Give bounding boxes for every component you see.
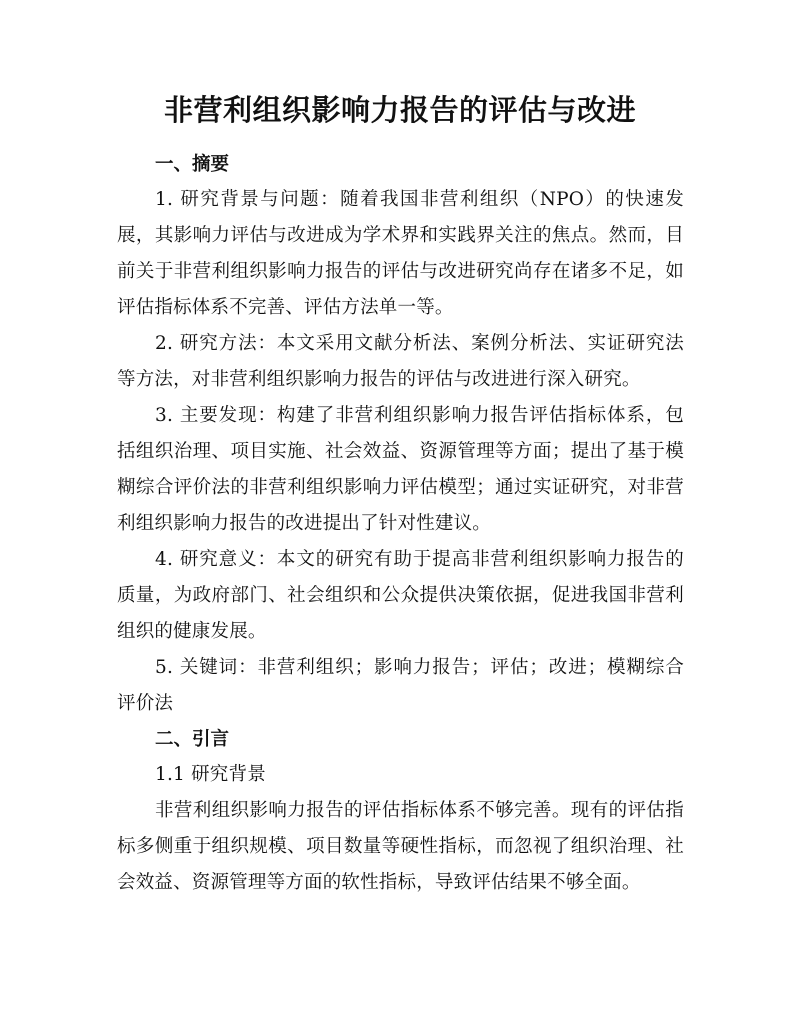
- abstract-paragraph: 5. 关键词：非营利组织；影响力报告；评估；改进；模糊综合评价法: [117, 657, 684, 714]
- document-body: [117, 147, 684, 901]
- abstract-paragraph: 1. 研究背景与问题：随着我国非营利组织（NPO）的快速发展，其影响力评估与改进成为学术界和实践界关注的焦点。然而，目前关于非营利组织影响力报告的评估与改进研究尚存在诸多不足，如评估指标体系不完善、评估方法单一等。: [117, 189, 684, 318]
- section-heading-introduction: 二、引言: [155, 729, 230, 750]
- abstract-paragraph: 4. 研究意义：本文的研究有助于提高非营利组织影响力报告的质量，为政府部门、社会组织和公众提供决策依据，促进我国非营利组织的健康发展。: [117, 549, 684, 642]
- section-heading-abstract: 一、摘要: [155, 154, 230, 175]
- abstract-paragraph: 3. 主要发现：构建了非营利组织影响力报告评估指标体系，包括组织治理、项目实施、社会效益、资源管理等方面；提出了基于模糊综合评价法的非营利组织影响力评估模型；通过实证研究，对非营利组织影响力报告的改进提出了针对性建议。: [117, 405, 684, 534]
- abstract-paragraph: 2. 研究方法：本文采用文献分析法、案例分析法、实证研究法等方法，对非营利组织影响力报告的评估与改进进行深入研究。: [117, 333, 684, 390]
- introduction-paragraph: 非营利组织影响力报告的评估指标体系不够完善。现有的评估指标多侧重于组织规模、项目数量等硬性指标，而忽视了组织治理、社会效益、资源管理等方面的软性指标，导致评估结果不够全面。: [117, 800, 684, 893]
- subsection-heading: 1.1 研究背景: [155, 764, 266, 785]
- document-title: 非营利组织影响力报告的评估与改进: [163, 93, 636, 127]
